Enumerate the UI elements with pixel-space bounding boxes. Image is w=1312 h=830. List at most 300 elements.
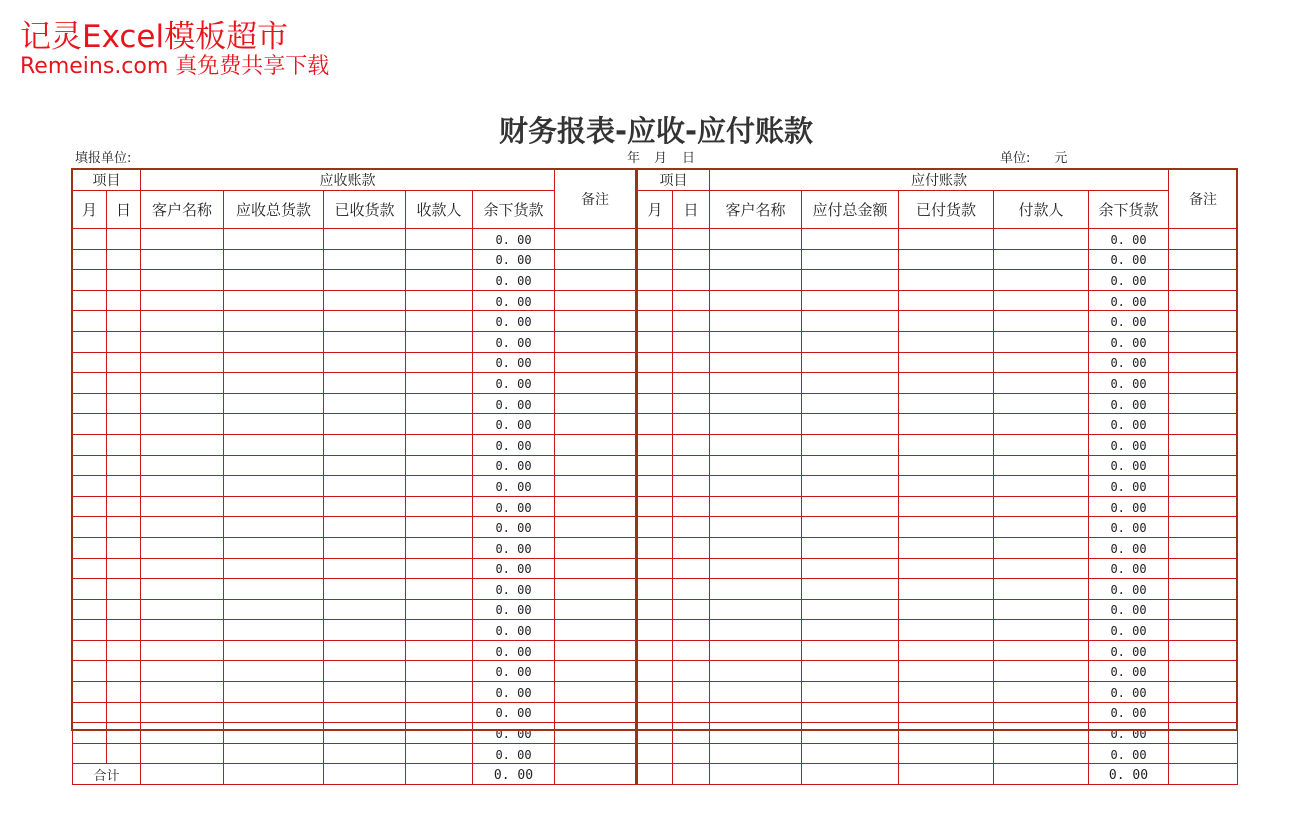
cell-paid[interactable] — [899, 455, 994, 476]
cell-day[interactable] — [673, 331, 710, 352]
cell-paid[interactable] — [899, 270, 994, 291]
cell-paid[interactable] — [899, 249, 994, 270]
cell-balance[interactable]: 0. 00 — [1089, 476, 1169, 497]
cell-day[interactable] — [107, 682, 141, 703]
cell-customer[interactable] — [710, 723, 802, 744]
cell-balance[interactable]: 0. 00 — [1089, 352, 1169, 373]
cell-payee[interactable] — [406, 434, 473, 455]
cell-payer[interactable] — [994, 496, 1089, 517]
cell-customer[interactable] — [710, 290, 802, 311]
cell-payer[interactable] — [994, 270, 1089, 291]
cell-balance[interactable]: 0. 00 — [1089, 517, 1169, 538]
cell-payee[interactable] — [406, 414, 473, 435]
cell-total[interactable] — [224, 249, 324, 270]
cell-remark[interactable] — [1169, 270, 1238, 291]
cell-payee[interactable] — [406, 579, 473, 600]
cell-customer[interactable] — [141, 311, 224, 332]
cell-customer[interactable] — [141, 558, 224, 579]
cell-customer[interactable] — [141, 702, 224, 723]
cell-day[interactable] — [673, 496, 710, 517]
cell-month[interactable] — [637, 311, 673, 332]
cell-customer[interactable] — [141, 496, 224, 517]
cell-day[interactable] — [107, 373, 141, 394]
cell-remark[interactable] — [1169, 702, 1238, 723]
cell-remark[interactable] — [555, 517, 637, 538]
cell-total[interactable] — [802, 517, 899, 538]
cell-remark[interactable] — [555, 331, 637, 352]
cell-received[interactable] — [324, 579, 406, 600]
cell-balance[interactable]: 0. 00 — [473, 743, 555, 764]
cell-day[interactable] — [673, 434, 710, 455]
cell-month[interactable] — [73, 517, 107, 538]
cell-balance[interactable]: 0. 00 — [1089, 331, 1169, 352]
cell-received[interactable] — [324, 455, 406, 476]
cell-paid[interactable] — [899, 373, 994, 394]
cell-remark[interactable] — [1169, 352, 1238, 373]
cell-balance[interactable]: 0. 00 — [1089, 455, 1169, 476]
cell-total[interactable] — [802, 352, 899, 373]
cell-customer[interactable] — [710, 434, 802, 455]
cell-day[interactable] — [673, 373, 710, 394]
cell-customer[interactable] — [710, 702, 802, 723]
cell-month[interactable] — [637, 434, 673, 455]
cell-total[interactable] — [224, 661, 324, 682]
cell-payee[interactable] — [406, 723, 473, 744]
cell-month[interactable] — [637, 249, 673, 270]
cell-day[interactable] — [107, 434, 141, 455]
cell-day[interactable] — [107, 393, 141, 414]
cell-received[interactable] — [324, 640, 406, 661]
cell-customer[interactable] — [141, 476, 224, 497]
cell-remark[interactable] — [1169, 414, 1238, 435]
cell-payer[interactable] — [994, 764, 1089, 785]
cell-balance[interactable]: 0. 00 — [473, 476, 555, 497]
cell-payer[interactable] — [994, 682, 1089, 703]
cell-total[interactable] — [224, 414, 324, 435]
cell-received[interactable] — [324, 558, 406, 579]
cell-payer[interactable] — [994, 723, 1089, 744]
cell-total[interactable] — [802, 682, 899, 703]
cell-remark[interactable] — [555, 393, 637, 414]
cell-remark[interactable] — [1169, 661, 1238, 682]
cell-payee[interactable] — [406, 290, 473, 311]
cell-balance[interactable]: 0. 00 — [473, 331, 555, 352]
cell-month[interactable] — [73, 599, 107, 620]
cell-remark[interactable] — [1169, 743, 1238, 764]
cell-payer[interactable] — [994, 249, 1089, 270]
cell-customer[interactable] — [710, 579, 802, 600]
cell-received[interactable] — [324, 290, 406, 311]
cell-remark[interactable] — [555, 723, 637, 744]
cell-remark[interactable] — [1169, 682, 1238, 703]
cell-remark[interactable] — [555, 434, 637, 455]
cell-remark[interactable] — [1169, 373, 1238, 394]
cell-remark[interactable] — [1169, 393, 1238, 414]
cell-total[interactable] — [802, 764, 899, 785]
cell-total[interactable] — [802, 331, 899, 352]
cell-paid[interactable] — [899, 352, 994, 373]
cell-balance[interactable]: 0. 00 — [1089, 579, 1169, 600]
cell-customer[interactable] — [710, 393, 802, 414]
cell-payer[interactable] — [994, 290, 1089, 311]
cell-month[interactable] — [637, 517, 673, 538]
cell-day[interactable] — [673, 620, 710, 641]
cell-month[interactable] — [73, 743, 107, 764]
cell-payee[interactable] — [406, 620, 473, 641]
cell-customer[interactable] — [710, 476, 802, 497]
cell-total[interactable] — [802, 290, 899, 311]
cell-paid[interactable] — [899, 743, 994, 764]
cell-remark[interactable] — [1169, 249, 1238, 270]
cell-customer[interactable] — [710, 311, 802, 332]
cell-balance[interactable]: 0. 00 — [473, 579, 555, 600]
cell-remark[interactable] — [555, 249, 637, 270]
cell-balance[interactable]: 0. 00 — [1089, 682, 1169, 703]
cell-balance[interactable]: 0. 00 — [473, 764, 555, 785]
cell-paid[interactable] — [899, 702, 994, 723]
cell-day[interactable] — [673, 599, 710, 620]
cell-total[interactable] — [224, 311, 324, 332]
cell-total[interactable] — [802, 620, 899, 641]
cell-day[interactable] — [107, 476, 141, 497]
cell-total[interactable] — [802, 599, 899, 620]
cell-month[interactable] — [637, 620, 673, 641]
cell-customer[interactable] — [141, 229, 224, 250]
cell-received[interactable] — [324, 434, 406, 455]
cell-remark[interactable] — [555, 476, 637, 497]
cell-day[interactable] — [107, 702, 141, 723]
cell-total[interactable] — [802, 311, 899, 332]
cell-payee[interactable] — [406, 764, 473, 785]
cell-month[interactable] — [73, 290, 107, 311]
cell-month[interactable] — [73, 229, 107, 250]
cell-remark[interactable] — [1169, 764, 1238, 785]
cell-remark[interactable] — [555, 311, 637, 332]
cell-customer[interactable] — [710, 558, 802, 579]
cell-total[interactable] — [802, 270, 899, 291]
cell-payer[interactable] — [994, 476, 1089, 497]
cell-total[interactable] — [802, 373, 899, 394]
cell-balance[interactable]: 0. 00 — [1089, 743, 1169, 764]
cell-paid[interactable] — [899, 476, 994, 497]
cell-day[interactable] — [107, 537, 141, 558]
cell-day[interactable] — [107, 290, 141, 311]
cell-payer[interactable] — [994, 434, 1089, 455]
cell-payee[interactable] — [406, 270, 473, 291]
cell-month[interactable] — [73, 640, 107, 661]
cell-day[interactable] — [673, 537, 710, 558]
cell-month[interactable] — [637, 599, 673, 620]
cell-month[interactable] — [73, 331, 107, 352]
cell-balance[interactable]: 0. 00 — [1089, 764, 1169, 785]
cell-payee[interactable] — [406, 661, 473, 682]
cell-remark[interactable] — [1169, 455, 1238, 476]
cell-total[interactable] — [224, 743, 324, 764]
cell-total[interactable] — [802, 229, 899, 250]
cell-month[interactable] — [73, 434, 107, 455]
cell-day[interactable] — [673, 414, 710, 435]
cell-customer[interactable] — [141, 249, 224, 270]
cell-payer[interactable] — [994, 579, 1089, 600]
cell-payee[interactable] — [406, 249, 473, 270]
cell-total[interactable] — [802, 558, 899, 579]
cell-customer[interactable] — [710, 764, 802, 785]
cell-day[interactable] — [673, 270, 710, 291]
cell-month[interactable] — [637, 331, 673, 352]
cell-received[interactable] — [324, 537, 406, 558]
cell-day[interactable] — [673, 249, 710, 270]
cell-total[interactable] — [802, 414, 899, 435]
cell-balance[interactable]: 0. 00 — [473, 249, 555, 270]
cell-total[interactable] — [224, 434, 324, 455]
cell-day[interactable] — [673, 558, 710, 579]
cell-payer[interactable] — [994, 743, 1089, 764]
cell-remark[interactable] — [1169, 290, 1238, 311]
cell-remark[interactable] — [555, 579, 637, 600]
cell-balance[interactable]: 0. 00 — [1089, 496, 1169, 517]
cell-month[interactable] — [73, 455, 107, 476]
cell-customer[interactable] — [141, 537, 224, 558]
cell-paid[interactable] — [899, 434, 994, 455]
cell-total[interactable] — [802, 702, 899, 723]
cell-remark[interactable] — [1169, 434, 1238, 455]
cell-balance[interactable]: 0. 00 — [473, 455, 555, 476]
cell-received[interactable] — [324, 476, 406, 497]
cell-customer[interactable] — [141, 352, 224, 373]
cell-total[interactable] — [224, 496, 324, 517]
cell-customer[interactable] — [141, 640, 224, 661]
cell-payee[interactable] — [406, 476, 473, 497]
cell-day[interactable] — [107, 723, 141, 744]
cell-total[interactable] — [802, 434, 899, 455]
cell-remark[interactable] — [555, 599, 637, 620]
cell-received[interactable] — [324, 270, 406, 291]
cell-total[interactable] — [224, 290, 324, 311]
cell-paid[interactable] — [899, 579, 994, 600]
cell-remark[interactable] — [1169, 517, 1238, 538]
cell-payer[interactable] — [994, 620, 1089, 641]
cell-month[interactable] — [73, 373, 107, 394]
cell-month[interactable] — [73, 311, 107, 332]
cell-customer[interactable] — [141, 661, 224, 682]
cell-remark[interactable] — [555, 558, 637, 579]
cell-received[interactable] — [324, 599, 406, 620]
cell-remark[interactable] — [555, 352, 637, 373]
cell-customer[interactable] — [141, 620, 224, 641]
cell-paid[interactable] — [899, 517, 994, 538]
cell-paid[interactable] — [899, 682, 994, 703]
cell-customer[interactable] — [141, 393, 224, 414]
cell-day[interactable] — [673, 290, 710, 311]
cell-balance[interactable]: 0. 00 — [1089, 270, 1169, 291]
cell-received[interactable] — [324, 723, 406, 744]
cell-remark[interactable] — [1169, 311, 1238, 332]
cell-balance[interactable]: 0. 00 — [1089, 599, 1169, 620]
cell-paid[interactable] — [899, 661, 994, 682]
cell-total[interactable] — [224, 702, 324, 723]
cell-received[interactable] — [324, 249, 406, 270]
cell-payee[interactable] — [406, 455, 473, 476]
cell-customer[interactable] — [141, 455, 224, 476]
cell-total[interactable] — [802, 537, 899, 558]
cell-payee[interactable] — [406, 229, 473, 250]
cell-payee[interactable] — [406, 331, 473, 352]
cell-total[interactable] — [224, 455, 324, 476]
cell-payer[interactable] — [994, 393, 1089, 414]
cell-remark[interactable] — [1169, 537, 1238, 558]
cell-remark[interactable] — [555, 373, 637, 394]
cell-balance[interactable]: 0. 00 — [473, 311, 555, 332]
cell-customer[interactable] — [710, 537, 802, 558]
cell-payee[interactable] — [406, 682, 473, 703]
cell-day[interactable] — [673, 682, 710, 703]
cell-received[interactable] — [324, 414, 406, 435]
cell-balance[interactable]: 0. 00 — [1089, 661, 1169, 682]
cell-paid[interactable] — [899, 496, 994, 517]
cell-day[interactable] — [107, 579, 141, 600]
cell-day[interactable] — [673, 764, 710, 785]
cell-day[interactable] — [673, 723, 710, 744]
cell-total[interactable] — [802, 496, 899, 517]
cell-day[interactable] — [673, 702, 710, 723]
cell-payee[interactable] — [406, 558, 473, 579]
cell-customer[interactable] — [141, 270, 224, 291]
cell-total[interactable] — [224, 723, 324, 744]
cell-customer[interactable] — [710, 414, 802, 435]
cell-balance[interactable]: 0. 00 — [473, 682, 555, 703]
cell-day[interactable] — [107, 661, 141, 682]
cell-month[interactable] — [73, 723, 107, 744]
cell-day[interactable] — [673, 517, 710, 538]
cell-month[interactable] — [637, 558, 673, 579]
cell-customer[interactable] — [141, 743, 224, 764]
cell-balance[interactable]: 0. 00 — [473, 352, 555, 373]
cell-customer[interactable] — [141, 599, 224, 620]
cell-day[interactable] — [107, 414, 141, 435]
cell-payer[interactable] — [994, 352, 1089, 373]
cell-customer[interactable] — [710, 373, 802, 394]
cell-received[interactable] — [324, 496, 406, 517]
cell-day[interactable] — [107, 620, 141, 641]
cell-month[interactable] — [637, 723, 673, 744]
cell-day[interactable] — [107, 517, 141, 538]
cell-balance[interactable]: 0. 00 — [1089, 434, 1169, 455]
cell-customer[interactable] — [141, 723, 224, 744]
cell-received[interactable] — [324, 764, 406, 785]
cell-total[interactable] — [802, 723, 899, 744]
cell-remark[interactable] — [1169, 579, 1238, 600]
cell-total[interactable] — [802, 455, 899, 476]
cell-month[interactable] — [637, 764, 673, 785]
cell-customer[interactable] — [141, 331, 224, 352]
cell-paid[interactable] — [899, 599, 994, 620]
cell-total[interactable] — [224, 620, 324, 641]
cell-received[interactable] — [324, 661, 406, 682]
cell-remark[interactable] — [1169, 723, 1238, 744]
cell-payer[interactable] — [994, 661, 1089, 682]
cell-balance[interactable]: 0. 00 — [473, 620, 555, 641]
cell-payee[interactable] — [406, 311, 473, 332]
cell-payer[interactable] — [994, 517, 1089, 538]
cell-total[interactable] — [802, 579, 899, 600]
cell-balance[interactable]: 0. 00 — [473, 496, 555, 517]
cell-month[interactable] — [637, 537, 673, 558]
cell-received[interactable] — [324, 682, 406, 703]
cell-payee[interactable] — [406, 373, 473, 394]
cell-balance[interactable]: 0. 00 — [1089, 290, 1169, 311]
cell-balance[interactable]: 0. 00 — [1089, 558, 1169, 579]
cell-customer[interactable] — [141, 434, 224, 455]
cell-remark[interactable] — [555, 743, 637, 764]
cell-paid[interactable] — [899, 764, 994, 785]
cell-customer[interactable] — [141, 682, 224, 703]
cell-remark[interactable] — [555, 229, 637, 250]
cell-payee[interactable] — [406, 496, 473, 517]
cell-month[interactable] — [637, 373, 673, 394]
cell-payer[interactable] — [994, 702, 1089, 723]
cell-month[interactable] — [73, 620, 107, 641]
cell-total[interactable] — [802, 661, 899, 682]
cell-balance[interactable]: 0. 00 — [473, 537, 555, 558]
cell-total[interactable] — [224, 764, 324, 785]
cell-day[interactable] — [107, 640, 141, 661]
cell-payee[interactable] — [406, 743, 473, 764]
cell-payer[interactable] — [994, 455, 1089, 476]
cell-customer[interactable] — [710, 352, 802, 373]
cell-paid[interactable] — [899, 723, 994, 744]
cell-day[interactable] — [107, 249, 141, 270]
cell-remark[interactable] — [555, 620, 637, 641]
cell-total[interactable] — [802, 393, 899, 414]
cell-total[interactable] — [224, 558, 324, 579]
cell-day[interactable] — [673, 311, 710, 332]
cell-day[interactable] — [107, 229, 141, 250]
cell-customer[interactable] — [710, 249, 802, 270]
cell-balance[interactable]: 0. 00 — [473, 517, 555, 538]
cell-customer[interactable] — [141, 414, 224, 435]
cell-balance[interactable]: 0. 00 — [473, 640, 555, 661]
cell-balance[interactable]: 0. 00 — [473, 661, 555, 682]
cell-day[interactable] — [673, 476, 710, 497]
cell-total[interactable] — [224, 352, 324, 373]
cell-received[interactable] — [324, 517, 406, 538]
cell-total[interactable] — [224, 599, 324, 620]
cell-month[interactable] — [73, 702, 107, 723]
cell-month[interactable] — [73, 249, 107, 270]
cell-remark[interactable] — [1169, 599, 1238, 620]
cell-paid[interactable] — [899, 640, 994, 661]
cell-total[interactable] — [224, 537, 324, 558]
cell-received[interactable] — [324, 311, 406, 332]
cell-paid[interactable] — [899, 414, 994, 435]
cell-remark[interactable] — [555, 414, 637, 435]
cell-day[interactable] — [673, 743, 710, 764]
cell-balance[interactable]: 0. 00 — [1089, 620, 1169, 641]
cell-day[interactable] — [673, 393, 710, 414]
cell-paid[interactable] — [899, 331, 994, 352]
cell-total[interactable] — [224, 682, 324, 703]
cell-customer[interactable] — [141, 373, 224, 394]
cell-remark[interactable] — [1169, 640, 1238, 661]
cell-payer[interactable] — [994, 414, 1089, 435]
cell-payer[interactable] — [994, 229, 1089, 250]
cell-customer[interactable] — [710, 331, 802, 352]
cell-balance[interactable]: 0. 00 — [1089, 373, 1169, 394]
cell-day[interactable] — [673, 352, 710, 373]
cell-customer[interactable] — [710, 455, 802, 476]
cell-remark[interactable] — [555, 661, 637, 682]
cell-customer[interactable] — [141, 764, 224, 785]
